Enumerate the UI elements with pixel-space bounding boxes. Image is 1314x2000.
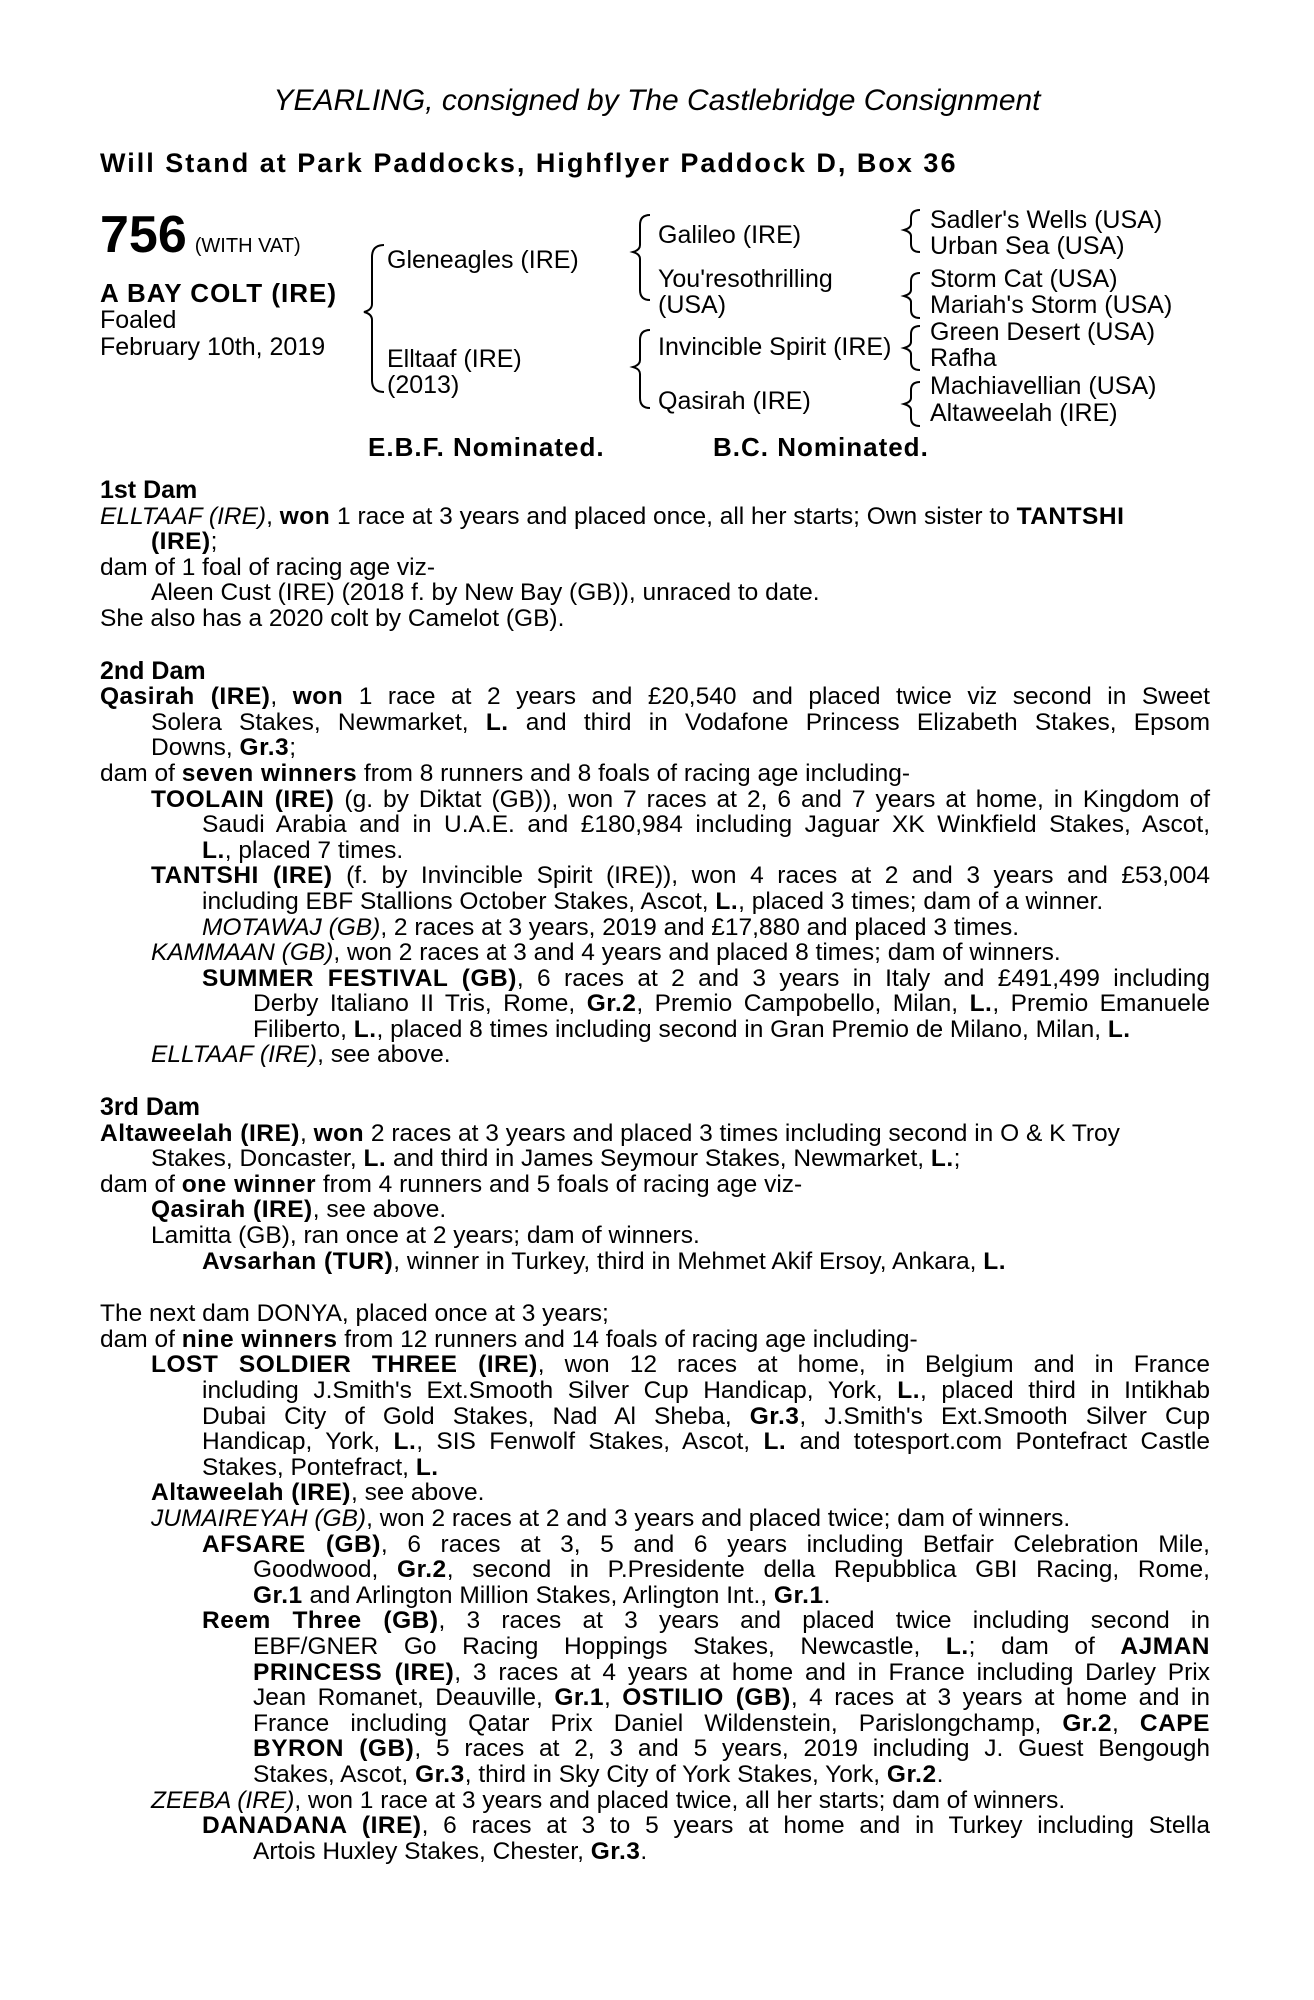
pedigree-gg3: Storm Cat (USA)	[930, 265, 1118, 293]
next-dam-line: including J.Smith's Ext.Smooth Silver Cup Handicap, York, L., placed third in Intikhab	[202, 1377, 1210, 1404]
pedigree-dam-name: Elltaaf (IRE)	[387, 345, 522, 373]
second-dam-line: TOOLAIN (IRE) (g. by Diktat (GB)), won 7 races at 2, 6 and 7 years at home, in Kingdom of	[151, 785, 1210, 813]
pedigree-gg7: Machiavellian (USA)	[930, 372, 1157, 400]
third-dam-line: Altaweelah (IRE), won 2 races at 3 years and placed 3 times including second in O & K Troy	[100, 1119, 1120, 1147]
third-dam-line: dam of one winner from 4 runners and 5 foals of racing age viz-	[100, 1170, 803, 1198]
next-dam-line: Stakes, Pontefract, L.	[202, 1453, 439, 1481]
pedigree-gg2: Urban Sea (USA)	[930, 232, 1125, 260]
second-dam-line: Saudi Arabia and in U.A.E. and £180,984 including Jaguar XK Winkfield Stakes, Ascot,	[202, 811, 1210, 839]
second-dam-line: ELLTAAF (IRE), see above.	[151, 1041, 451, 1069]
next-dam-line: AFSARE (GB), 6 races at 3, 5 and 6 years including Betfair Celebration Mile,	[202, 1530, 1210, 1558]
third-dam-line: Qasirah (IRE), see above.	[151, 1196, 447, 1224]
second-dam-line: including EBF Stallions October Stakes, Ascot, L., placed 3 times; dam of a winner.	[202, 887, 1104, 915]
pedigree-sire-dam: You'resothrilling	[658, 265, 833, 293]
first-dam-section	[100, 478, 1210, 632]
next-dam-line: The next dam DONYA, placed once at 3 years;	[100, 1300, 609, 1328]
pedigree-sire-dam-origin: (USA)	[658, 291, 727, 319]
next-dam-line: Altaweelah (IRE), see above.	[151, 1479, 485, 1507]
next-dam-line: France including Qatar Prix Daniel Wildenstein, Parislongchamp, Gr.2, CAPE	[253, 1709, 1210, 1737]
next-dam-line: EBF/GNER Go Racing Hoppings Stakes, Newcastle, L.; dam of AJMAN	[253, 1632, 1210, 1660]
pedigree-sire: Gleneagles (IRE)	[387, 246, 579, 274]
third-dam-line: Lamitta (GB), ran once at 2 years; dam of winners.	[151, 1222, 700, 1250]
pedigree-sire-sire: Galileo (IRE)	[658, 221, 802, 249]
pedigree-notes	[100, 478, 1210, 1891]
pedigree-gg4: Mariah's Storm (USA)	[930, 291, 1173, 319]
second-dam-line: TANTSHI (IRE) (f. by Invincible Spirit (IRE)), won 4 races at 2 and 3 years and £53,004	[151, 862, 1210, 890]
second-dam-line: Filiberto, L., placed 8 times including second in Gran Premio de Milano, Milan, L.	[253, 1015, 1131, 1043]
second-dam-heading: 2nd Dam	[100, 656, 206, 685]
third-dam-section	[100, 1095, 1210, 1274]
next-dam-line: Stakes, Ascot, Gr.3, third in Sky City of York Stakes, York, Gr.2.	[253, 1760, 944, 1788]
second-dam-line: SUMMER FESTIVAL (GB), 6 races at 2 and 3 years in Italy and £491,499 including	[202, 964, 1210, 992]
pedigree-gg5: Green Desert (USA)	[930, 318, 1156, 346]
second-dam-line: L., placed 7 times.	[202, 836, 404, 864]
next-dam-line: Reem Three (GB), 3 races at 3 years and placed twice including second in	[202, 1607, 1210, 1635]
first-dam-line: Aleen Cust (IRE) (2018 f. by New Bay (GB)), unraced to date.	[151, 579, 820, 607]
second-dam-line: KAMMAAN (GB), won 2 races at 3 and 4 years and placed 8 times; dam of winners.	[151, 939, 1061, 967]
second-dam-line: dam of seven winners from 8 runners and 8 foals of racing age including-	[100, 759, 911, 787]
second-dam-line: Downs, Gr.3;	[151, 734, 297, 762]
third-dam-line: Avsarhan (TUR), winner in Turkey, third in Mehmet Akif Ersoy, Ankara, L.	[202, 1247, 1007, 1275]
third-dam-heading: 3rd Dam	[100, 1093, 201, 1122]
bc-nominated: B.C. Nominated.	[713, 432, 929, 462]
next-dam-line: dam of nine winners from 12 runners and 14 foals of racing age including-	[100, 1325, 918, 1353]
first-dam-line: She also has a 2020 colt by Camelot (GB).	[100, 604, 565, 632]
second-dam-line: MOTAWAJ (GB), 2 races at 3 years, 2019 and £17,880 and placed 3 times.	[202, 913, 1020, 941]
first-dam-line: dam of 1 foal of racing age viz-	[100, 553, 436, 581]
next-dam-line: Gr.1 and Arlington Million Stakes, Arlington Int., Gr.1.	[253, 1581, 831, 1609]
first-dam-line: ELLTAAF (IRE), won 1 race at 3 years and placed once, all her starts; Own sister to TANTSHI	[100, 502, 1125, 530]
second-dam-section	[100, 656, 1210, 1069]
next-dam-line: BYRON (GB), 5 races at 2, 3 and 5 years, 2019 including J. Guest Bengough	[253, 1735, 1210, 1763]
lot-number-value: 756	[100, 206, 187, 264]
second-dam-line: Qasirah (IRE), won 1 race at 2 years and £20,540 and placed twice viz second in Sweet	[100, 683, 1210, 711]
next-dam-line: DANADANA (IRE), 6 races at 3 to 5 years at home and in Turkey including Stella	[202, 1812, 1210, 1840]
first-dam-line: (IRE);	[151, 528, 218, 556]
catalogue-header: YEARLING, consigned by The Castlebridge Consignment	[273, 84, 1041, 117]
foaled-label: Foaled	[100, 306, 177, 334]
next-dam-line: Jean Romanet, Deauville, Gr.1, OSTILIO (GB), 4 races at 3 years at home and in	[253, 1684, 1210, 1712]
next-dam-section	[100, 1301, 1210, 1864]
lot-number	[100, 205, 301, 265]
first-dam-heading: 1st Dam	[100, 476, 198, 504]
stand-location: Will Stand at Park Paddocks, Highflyer Paddock D, Box 36	[100, 148, 958, 178]
pedigree-dam-year: (2013)	[387, 371, 460, 399]
second-dam-line: Solera Stakes, Newmarket, L. and third in Vodafone Princess Elizabeth Stakes, Epsom	[151, 708, 1210, 736]
next-dam-line: LOST SOLDIER THREE (IRE), won 12 races at home, in Belgium and in France	[151, 1351, 1210, 1379]
pedigree-gg6: Rafha	[930, 344, 997, 372]
second-dam-line: Derby Italiano II Tris, Rome, Gr.2, Premio Campobello, Milan, L., Premio Emanuele	[253, 990, 1210, 1018]
pedigree-gg1: Sadler's Wells (USA)	[930, 206, 1163, 234]
vat-label: (WITH VAT)	[194, 235, 301, 257]
next-dam-line: PRINCESS (IRE), 3 races at 4 years at home and in France including Darley Prix	[253, 1658, 1210, 1686]
foaled-date: February 10th, 2019	[100, 333, 326, 361]
next-dam-line: Dubai City of Gold Stakes, Nad Al Sheba, Gr.3, J.Smith's Ext.Smooth Silver Cup	[202, 1402, 1210, 1430]
next-dam-line: Goodwood, Gr.2, second in P.Presidente della Repubblica GBI Racing, Rome,	[253, 1556, 1210, 1584]
next-dam-line: JUMAIREYAH (GB), won 2 races at 2 and 3 years and placed twice; dam of winners.	[151, 1504, 1071, 1532]
pedigree-dam-sire: Invincible Spirit (IRE)	[658, 333, 892, 361]
next-dam-line: Artois Huxley Stakes, Chester, Gr.3.	[253, 1837, 648, 1865]
pedigree-gg8: Altaweelah (IRE)	[930, 399, 1118, 427]
pedigree-dam-dam: Qasirah (IRE)	[658, 387, 811, 415]
next-dam-line: ZEEBA (IRE), won 1 race at 3 years and placed twice, all her starts; dam of winners.	[151, 1786, 1066, 1814]
third-dam-line: Stakes, Doncaster, L. and third in James Seymour Stakes, Newmarket, L.;	[151, 1145, 961, 1173]
next-dam-line: Handicap, York, L., SIS Fenwolf Stakes, Ascot, L. and totesport.com Pontefract Castle	[202, 1428, 1210, 1456]
ebf-nominated: E.B.F. Nominated.	[368, 432, 605, 462]
lot-description: A BAY COLT (IRE)	[100, 278, 338, 308]
